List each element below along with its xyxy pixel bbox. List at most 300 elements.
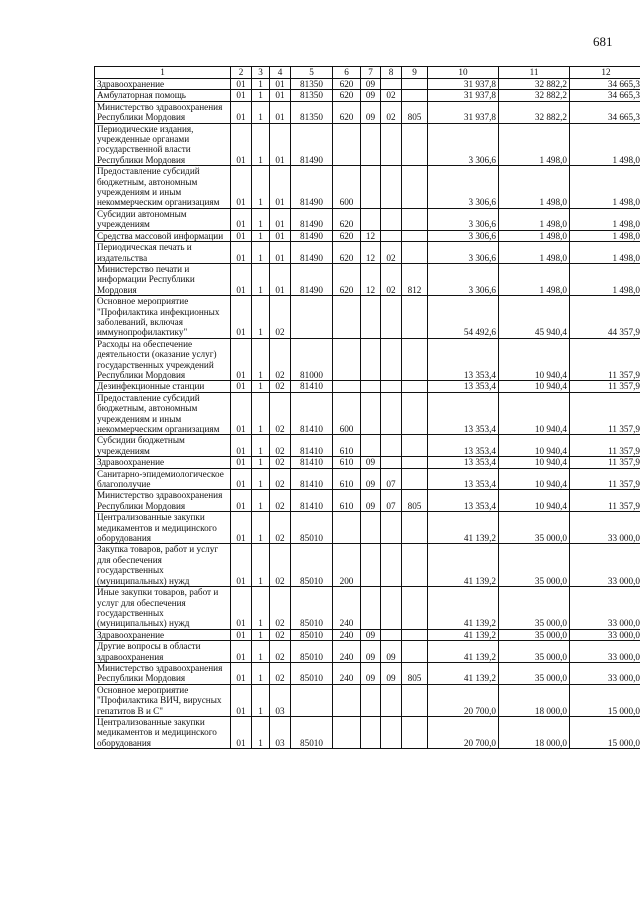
code-cell: 620 [333,90,361,101]
amount-cell: 34 665,3 [570,90,640,101]
amount-cell: 33 000,0 [570,641,640,663]
table-row [95,338,640,381]
amount-cell: 3 306,6 [428,166,499,209]
amount-cell: 33 000,0 [570,662,640,684]
code-cell: 01 [231,662,252,684]
code-cell [361,338,381,381]
amount-cell: 1 498,0 [499,230,570,241]
amount-cell: 41 139,2 [428,544,499,587]
code-cell: 1 [252,123,270,166]
code-cell: 81490 [291,208,333,230]
code-cell: 02 [270,381,291,392]
code-cell: 09 [361,457,381,468]
amount-cell: 15 000,0 [570,684,640,716]
code-cell [402,79,428,90]
code-cell: 02 [270,662,291,684]
code-cell [381,512,402,544]
code-cell: 09 [361,468,381,490]
code-cell: 01 [231,123,252,166]
row-name: Субсидии бюджетным учреждениям [95,435,231,457]
code-cell: 81000 [291,338,333,381]
code-cell: 01 [231,544,252,587]
amount-cell: 33 000,0 [570,544,640,587]
amount-cell: 11 357,9 [570,468,640,490]
code-cell: 01 [231,381,252,392]
column-header: 11 [499,67,570,79]
row-name: Здравоохранение [95,457,231,468]
row-name: Министерство печати и информации Республики Мордовия [95,263,231,295]
amount-cell: 35 000,0 [499,512,570,544]
code-cell: 85010 [291,641,333,663]
code-cell [381,123,402,166]
code-cell: 812 [402,263,428,295]
code-cell [361,166,381,209]
row-name: Министерство здравоохранения Республики Мордовия [95,490,231,512]
amount-cell: 3 306,6 [428,208,499,230]
code-cell [361,587,381,630]
table-row [95,468,640,490]
amount-cell: 1 498,0 [570,208,640,230]
amount-cell: 31 937,8 [428,90,499,101]
code-cell: 805 [402,662,428,684]
code-cell [361,544,381,587]
amount-cell: 32 882,2 [499,101,570,123]
code-cell: 81410 [291,490,333,512]
code-cell: 1 [252,544,270,587]
column-header: 4 [270,67,291,79]
code-cell: 01 [270,208,291,230]
row-name: Иные закупки товаров, работ и услуг для обеспечения государственных (муниципальных) нужд [95,587,231,630]
code-cell: 1 [252,90,270,101]
code-cell [381,208,402,230]
code-cell: 81410 [291,457,333,468]
code-cell [381,684,402,716]
code-cell: 01 [231,166,252,209]
code-cell [402,242,428,264]
code-cell: 1 [252,242,270,264]
code-cell [402,512,428,544]
code-cell: 1 [252,435,270,457]
row-name: Закупка товаров, работ и услуг для обеспечения государственных (муниципальных) нужд [95,544,231,587]
code-cell: 09 [361,662,381,684]
code-cell: 02 [270,641,291,663]
amount-cell: 18 000,0 [499,684,570,716]
code-cell: 600 [333,392,361,435]
code-cell [291,684,333,716]
amount-cell: 18 000,0 [499,716,570,748]
table-row [95,230,640,241]
amount-cell: 11 357,9 [570,338,640,381]
code-cell [381,392,402,435]
amount-cell: 10 940,4 [499,468,570,490]
code-cell: 1 [252,587,270,630]
code-cell: 01 [231,230,252,241]
code-cell: 02 [270,457,291,468]
code-cell: 02 [270,338,291,381]
row-name: Периодическая печать и издательства [95,242,231,264]
table-row [95,263,640,295]
amount-cell: 41 139,2 [428,662,499,684]
column-header: 10 [428,67,499,79]
amount-cell: 1 498,0 [499,208,570,230]
row-name: Министерство здравоохранения Республики Мордовия [95,662,231,684]
code-cell: 02 [381,242,402,264]
row-name: Предоставление субсидий бюджетным, автономным учреждениям и иным некоммерческим организациям [95,166,231,209]
code-cell [361,684,381,716]
code-cell [402,716,428,748]
code-cell [361,716,381,748]
amount-cell: 1 498,0 [499,123,570,166]
code-cell [333,296,361,339]
amount-cell: 10 940,4 [499,381,570,392]
code-cell: 01 [231,684,252,716]
code-cell: 02 [270,587,291,630]
code-cell: 1 [252,457,270,468]
row-name: Основное мероприятие "Профилактика инфекционных заболеваний, включая иммунопрофилактику" [95,296,231,339]
table-row [95,641,640,663]
code-cell: 1 [252,684,270,716]
code-cell [402,296,428,339]
code-cell [361,381,381,392]
amount-cell: 35 000,0 [499,641,570,663]
row-name: Субсидии автономным учреждениям [95,208,231,230]
row-name: Санитарно-эпидемиологическое благополучие [95,468,231,490]
amount-cell: 13 353,4 [428,490,499,512]
code-cell: 02 [270,296,291,339]
budget-table [94,66,640,749]
table-row [95,296,640,339]
amount-cell: 10 940,4 [499,338,570,381]
amount-cell: 1 498,0 [499,242,570,264]
code-cell [402,435,428,457]
code-cell: 01 [231,641,252,663]
row-name: Централизованные закупки медикаментов и медицинского оборудования [95,512,231,544]
code-cell: 1 [252,716,270,748]
code-cell: 240 [333,587,361,630]
code-cell: 600 [333,166,361,209]
code-cell: 1 [252,490,270,512]
amount-cell: 3 306,6 [428,263,499,295]
code-cell: 81350 [291,90,333,101]
code-cell: 01 [231,512,252,544]
row-name: Амбулаторная помощь [95,90,231,101]
amount-cell: 3 306,6 [428,230,499,241]
code-cell: 1 [252,381,270,392]
amount-cell: 31 937,8 [428,101,499,123]
code-cell [402,587,428,630]
code-cell: 01 [231,79,252,90]
amount-cell: 10 940,4 [499,435,570,457]
code-cell: 01 [270,230,291,241]
code-cell [361,392,381,435]
code-cell: 85010 [291,662,333,684]
code-cell: 620 [333,101,361,123]
code-cell: 1 [252,468,270,490]
table-row [95,490,640,512]
amount-cell: 1 498,0 [499,263,570,295]
code-cell: 01 [231,457,252,468]
code-cell: 02 [270,435,291,457]
table-row [95,123,640,166]
row-name: Другие вопросы в области здравоохранения [95,641,231,663]
code-cell [361,208,381,230]
code-cell: 01 [231,338,252,381]
code-cell: 81490 [291,242,333,264]
amount-cell: 35 000,0 [499,544,570,587]
code-cell: 85010 [291,587,333,630]
code-cell [361,512,381,544]
row-name: Централизованные закупки медикаментов и медицинского оборудования [95,716,231,748]
code-cell [402,544,428,587]
row-name: Расходы на обеспечение деятельности (оказание услуг) государственных учреждений Республики Мордовия [95,338,231,381]
code-cell [381,296,402,339]
code-cell [381,338,402,381]
code-cell: 85010 [291,716,333,748]
code-cell: 09 [361,101,381,123]
amount-cell: 10 940,4 [499,392,570,435]
code-cell [402,166,428,209]
code-cell: 85010 [291,512,333,544]
column-header: 8 [381,67,402,79]
column-header: 5 [291,67,333,79]
table-row [95,90,640,101]
code-cell: 02 [270,468,291,490]
amount-cell: 35 000,0 [499,662,570,684]
row-name: Здравоохранение [95,79,231,90]
code-cell: 85010 [291,629,333,640]
code-cell [333,338,361,381]
amount-cell: 10 940,4 [499,490,570,512]
code-cell [402,629,428,640]
amount-cell: 13 353,4 [428,435,499,457]
code-cell: 01 [270,79,291,90]
amount-cell: 33 000,0 [570,512,640,544]
amount-cell: 33 000,0 [570,587,640,630]
column-header: 3 [252,67,270,79]
amount-cell: 32 882,2 [499,79,570,90]
code-cell: 1 [252,641,270,663]
code-cell: 02 [270,629,291,640]
code-cell: 620 [333,230,361,241]
code-cell: 01 [231,587,252,630]
code-cell: 02 [270,392,291,435]
table-row [95,629,640,640]
code-cell: 01 [231,392,252,435]
amount-cell: 13 353,4 [428,457,499,468]
column-header: 12 [570,67,640,79]
amount-cell: 54 492,6 [428,296,499,339]
code-cell: 09 [361,79,381,90]
code-cell: 01 [231,296,252,339]
table-row [95,587,640,630]
code-cell: 01 [270,263,291,295]
amount-cell: 13 353,4 [428,338,499,381]
amount-cell: 1 498,0 [499,166,570,209]
code-cell: 200 [333,544,361,587]
code-cell: 01 [231,208,252,230]
code-cell: 01 [231,629,252,640]
code-cell: 01 [231,490,252,512]
code-cell: 1 [252,629,270,640]
code-cell [361,123,381,166]
code-cell: 81350 [291,101,333,123]
code-cell: 610 [333,457,361,468]
amount-cell: 41 139,2 [428,629,499,640]
code-cell: 09 [361,629,381,640]
code-cell [333,716,361,748]
code-cell: 240 [333,662,361,684]
table-row [95,79,640,90]
amount-cell: 3 306,6 [428,242,499,264]
row-name: Средства массовой информации [95,230,231,241]
code-cell: 02 [270,544,291,587]
code-cell: 81490 [291,230,333,241]
code-cell: 09 [361,641,381,663]
code-cell: 610 [333,468,361,490]
amount-cell: 1 498,0 [570,123,640,166]
code-cell: 03 [270,684,291,716]
amount-cell: 20 700,0 [428,684,499,716]
code-cell: 12 [361,230,381,241]
code-cell: 81490 [291,166,333,209]
table-row [95,242,640,264]
code-cell [402,641,428,663]
code-cell: 620 [333,242,361,264]
code-cell: 02 [270,490,291,512]
code-cell: 620 [333,208,361,230]
code-cell: 01 [270,123,291,166]
code-cell: 09 [381,662,402,684]
code-cell: 1 [252,512,270,544]
code-cell [402,392,428,435]
code-cell [291,296,333,339]
code-cell [402,468,428,490]
code-cell [381,381,402,392]
code-cell: 01 [270,242,291,264]
amount-cell: 13 353,4 [428,392,499,435]
amount-cell: 35 000,0 [499,587,570,630]
code-cell: 81350 [291,79,333,90]
code-cell [333,123,361,166]
table-row [95,392,640,435]
table-row [95,544,640,587]
code-cell [333,512,361,544]
code-cell: 1 [252,208,270,230]
code-cell [381,629,402,640]
amount-cell: 20 700,0 [428,716,499,748]
amount-cell: 32 882,2 [499,90,570,101]
amount-cell: 13 353,4 [428,381,499,392]
amount-cell: 11 357,9 [570,392,640,435]
amount-cell: 1 498,0 [570,166,640,209]
code-cell: 01 [231,242,252,264]
table-row [95,684,640,716]
amount-cell: 15 000,0 [570,716,640,748]
table-row [95,435,640,457]
amount-cell: 11 357,9 [570,457,640,468]
code-cell: 81410 [291,392,333,435]
code-cell: 1 [252,263,270,295]
code-cell: 02 [381,90,402,101]
code-cell: 02 [381,101,402,123]
column-header: 1 [95,67,231,79]
amount-cell: 11 357,9 [570,435,640,457]
code-cell [381,435,402,457]
page-number: 681 [593,34,613,49]
table-row [95,166,640,209]
code-cell: 81490 [291,123,333,166]
amount-cell: 11 357,9 [570,490,640,512]
amount-cell: 1 498,0 [570,230,640,241]
row-name: Дезинфекционные станции [95,381,231,392]
code-cell [381,457,402,468]
amount-cell: 41 139,2 [428,587,499,630]
amount-cell: 41 139,2 [428,641,499,663]
code-cell: 03 [270,716,291,748]
code-cell: 1 [252,79,270,90]
code-cell: 07 [381,468,402,490]
amount-cell: 1 498,0 [570,263,640,295]
code-cell: 805 [402,490,428,512]
code-cell [381,544,402,587]
code-cell [402,684,428,716]
code-cell: 1 [252,296,270,339]
code-cell: 01 [231,90,252,101]
code-cell: 12 [361,242,381,264]
code-cell [361,435,381,457]
amount-cell: 10 940,4 [499,457,570,468]
code-cell: 610 [333,435,361,457]
code-cell [333,381,361,392]
code-cell: 01 [270,166,291,209]
row-name: Основное мероприятие "Профилактика ВИЧ, вирусных гепатитов В и С" [95,684,231,716]
column-header: 9 [402,67,428,79]
table-row [95,101,640,123]
column-header: 6 [333,67,361,79]
code-cell: 02 [381,263,402,295]
table-row [95,512,640,544]
column-header: 7 [361,67,381,79]
table-row [95,716,640,748]
code-cell [381,716,402,748]
code-cell: 02 [270,512,291,544]
amount-cell: 31 937,8 [428,79,499,90]
code-cell [381,79,402,90]
amount-cell: 13 353,4 [428,468,499,490]
table-row [95,457,640,468]
code-cell [402,230,428,241]
code-cell: 1 [252,338,270,381]
table-row [95,381,640,392]
row-name: Министерство здравоохранения Республики Мордовия [95,101,231,123]
code-cell: 09 [381,641,402,663]
code-cell: 81410 [291,381,333,392]
code-cell: 1 [252,230,270,241]
code-cell [333,684,361,716]
code-cell: 1 [252,662,270,684]
code-cell: 85010 [291,544,333,587]
code-cell: 620 [333,263,361,295]
code-cell [402,338,428,381]
code-cell: 01 [231,101,252,123]
row-name: Периодические издания, учрежденные органами государственной власти Республики Мордовия [95,123,231,166]
code-cell [402,381,428,392]
code-cell [381,166,402,209]
code-cell [402,208,428,230]
code-cell [381,587,402,630]
code-cell: 240 [333,641,361,663]
amount-cell: 35 000,0 [499,629,570,640]
